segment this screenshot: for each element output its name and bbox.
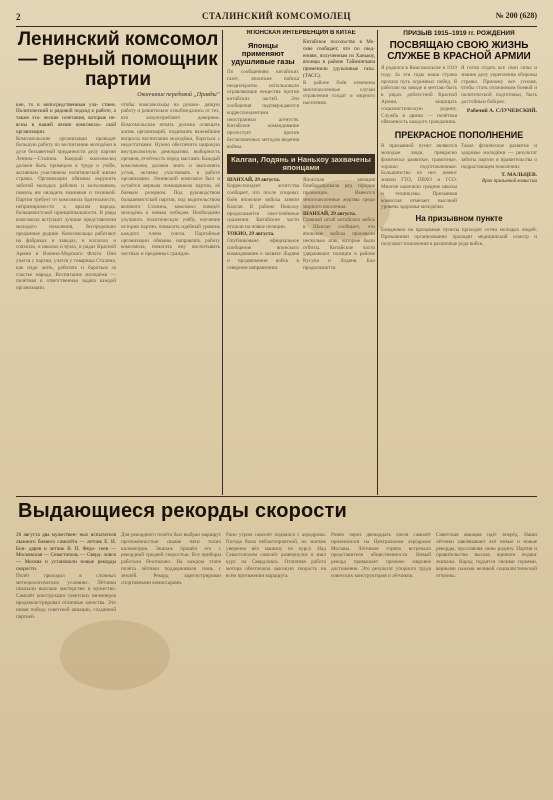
army-signature: Рабочий А. СЛУЧЕВСКИЙ. (466, 107, 537, 114)
lead-article-subtitle: Окончание передовой „Правды“ (137, 91, 220, 98)
kalgan-article-text-cont: Японская авиация бомбардировала ряд городов провинции. Имеются многочисленные жертвы среди мирного населения. (303, 176, 375, 210)
records-article-text-5: Советская авиация идёт вперёд. Наши лётчики завоёвывают всё новые и новые рекорды, прославляя свою родину. Партия и правительство высоко оценили подвиг экипажа. Народ гордится своими героями, верными сынами великой социалистической отчизны. (436, 532, 537, 579)
army-article-title: ПОСВЯЩАЮ СВОЮ ЖИЗНЬ СЛУЖБЕ В КРАСНОЙ АРМИИ (387, 40, 531, 62)
records-article-text-1: Полёт проходил в сложных метеорологических условиях. Лётчики показали высокое мастерство и мужество. Самолёт конструкции советских инженеров продемонстрировал отличные качества. Это новая победа советской авиации, созданной партией. (16, 572, 116, 620)
tokio-text: Опубликовано официальное сообщение японского командования о захвате Лодяня и продвижении войск в северном направлении. (227, 237, 299, 271)
army-article-text-cont: Я готов отдать все свои силы и знания делу укрепления обороны страны. Приложу все усилия, чтобы стать отличником боевой и политической подготовки, быть достойным бойцом. (461, 65, 537, 105)
replenishment-title: ПРЕКРАСНОЕ ПОПОЛНЕНИЕ (394, 130, 524, 141)
shanghai-text: Главный штаб китайских войск в Шанхае сообщает, что японские войска произвели несколько атак, которые были отбиты. Китайские части удерживают позиции в районе Вусуна и Лодяня. Бои продолжаются. (303, 217, 375, 271)
dateline-shanghai-2: ШАНХАЙ, 29 августа. (303, 210, 357, 217)
japan-section (227, 30, 375, 495)
gas-article-title: Японцы применяют удушливые газы (231, 41, 295, 66)
army-article-text: Я родился в Комсомольске в 1919 году. За эти годы наша страна прошла путь огромных побед. Я работаю на заводе и мечтаю быть в рядах доблестной Красной Армии, защищать социалистическую родину. Служба в армии — почётная обязанность каждого гражданина. (381, 65, 457, 126)
lead-article-intro: кие, то и непосредственным уча- стием. Политический и рядовой подход к работе, а также эта- ческие сочетания, которые не- ясны в нашей жизни комсомоль- ской организации. (16, 101, 116, 135)
dateline-shanghai: ШАНХАЙ, 29 августа. (227, 176, 281, 183)
replenishment-signature-note: Врач призывной комиссии (482, 179, 537, 185)
lead-article-title: Ленинский комсомол— верный помощник партии (17, 30, 219, 90)
newspaper-name: СТАЛИНСКИЙ КОМСОМОЛЕЦ (201, 11, 352, 21)
kalgan-article-text: Корреспондент агентства сообщает, что после упорных боёв японские войска заняли Калган. В районе Наньхоу продолжаются ожесточённые сражения. Китайские части отошли на новые позиции. (227, 183, 299, 231)
replenishment-signature: Т. МАЛЬЦЕВ. (501, 172, 537, 179)
records-article-text-4: Ровно через двенадцать часов самолёт приземлился на Центральном аэродроме Москвы. Лётчиков горячо встречали представители общественности. Новый рекорд превышает прежнее мировое достижение. Это результат упорного труда советских конструкторов и лётчиков. (331, 532, 431, 579)
masthead (16, 6, 537, 27)
draft-point-title: На призывном пункте (415, 214, 503, 224)
replenishment-text-cont: Такое физическое развитие и здоровье молодёжи — результат заботы партии и правительства о подрастающем поколении. (461, 143, 537, 170)
army-section (381, 30, 537, 495)
replenishment-text: В призывной пункт являются молодые люди, прекрасно физически развитые, грамотные, хорошо подготовленные. Большинство из них имеют значки ГТО, ПВХО и ГСО. Многие окончили средние школы и техникумы. Призывная комиссия отмечает высокий уровень здоровья молодёжи. (381, 143, 457, 211)
lead-article (16, 30, 220, 520)
column-rule (377, 30, 378, 495)
page-number: 2 (16, 12, 21, 22)
records-article-title: Выдающиеся рекорды скорости (18, 500, 348, 522)
lead-article-text: Комсомольские организации проводят большую работу по воспитанию молодёжи в духе беззаветной преданности делу партии Ленина—Сталина. Каждый комсомолец должен быть примером в труде и учёбе, активным участником политической жизни страны. Организации обязаны окружить заботой молодых рабочих и колхозников, помочь им овладеть знаниями и техникой. Партия требует от комсомола бдительности, непримиримости к врагам народа, большевистской принципиальности. В ряды комсомола вступают лучшие представители молодого поколения, беспредельно преданные родине. Комсомольцы работают на фабриках и заводах, в колхозах и совхозах, в школах и вузах, в рядах Красной Армии и Военно-Морского Флота. Они учатся у партии, учатся у товарища Сталина, как надо жить, работать и бороться за счастье народа. Воспитание молодёжи — почётная и ответственная задача каждой организации. (16, 135, 116, 292)
dateline-tokio: ТОКИО, 29 августа. (227, 230, 275, 237)
kalgan-article-title: Калган, Лодянь и Наньхоу захвачены японцами (227, 154, 375, 174)
records-article (16, 532, 537, 790)
gas-article-text: По сообщениям китайских газет, японские войска неоднократно использовали отравляющие вещества против китайских частей. Эти сообщения подтверждаются корреспондентами иностранных агентств. Китайское командование протестует против бесчеловечных методов ведения войны. (227, 69, 299, 150)
records-article-text-2: Для рекордного полёта был выбран маршрут протяжённостью свыше пяти тысяч километров. Экипаж прошёл его с рекордной средней скоростью. Все приборы работали безотказно. На каждом этапе полёта лётчики поддерживали связь с землёй. Рекорд зарегистрирован спортивными комиссарами. (121, 532, 221, 586)
lead-article-text-cont: чтобы комсомольцы на руково- дящую работу и решительно освобождались от тех, кто злоупотребляет доверием. Комсомольская печать должна освещать жизнь организаций, поднимать важнейшие вопросы воспитания молодёжи, бороться с недостатками. Нужно обеспечить широкую внутрисоюзную демократию, выборность органов, отчётность перед массами. Каждый комсомолец должен знать и выполнять устав, активно участвовать в работе организации. Ленинский комсомол был и остаётся верным помощником партии, её боевым резервом. Под руководством большевистской партии, под водительством великого Сталина, комсомол поведёт молодёжь к новым победам. Необходимо улучшить политическую учёбу, изучение истории партии, повысить идейный уровень каждого члена союза. Партийные организации обязаны направлять работу комсомола, помогать ему воспитывать честных и преданных граждан. (121, 101, 220, 258)
issue-number: № 200 (628) (495, 11, 537, 20)
section-rule (16, 496, 537, 497)
gas-article-lead: Китайское посольство в Мо- скве сообщает, что по свед- ениям, полученным из Ханькоу, японцы в районе Таймингвана применили удушливые газы. (ТАСС). (303, 39, 375, 79)
army-rubric: ПРИЗЫВ 1915–1919 гг. РОЖДЕНИЯ (403, 30, 515, 37)
japan-rubric: ЯПОНСКАЯ ИНТЕРВЕНЦИЯ В КИТАЕ (246, 30, 356, 36)
column-rule (222, 30, 223, 495)
draft-point-text: Ежедневно на призывные пункты приходят сотни молодых людей. Призывники организованно проходят медицинский осмотр и получают назначения в различные рода войск. (381, 227, 537, 247)
records-article-lead: 26 августа два мужествен- ных испытателя лыжного боевого самолёта — летчик Е. И. Бон- дарев и летчик В. П. Федо- сеев — Московская — Севастополь — Сверд- ловск — Москва и установили новые рекорды скорости. (16, 532, 116, 572)
gas-article-more: В районе боёв отмечены многочисленные случаи отравления солдат и мирного населения. (303, 79, 375, 107)
records-article-text-3: Рано утром самолёт поднялся с аэродрома. Погода была неблагоприятной, но экипаж уверенно вёл машину по курсу. Над Севастополем самолёт развернулся и взял курс на Свердловск. Отличная работа мотора обеспечила высокую скорость на всём протяжении маршрута. (226, 532, 326, 579)
